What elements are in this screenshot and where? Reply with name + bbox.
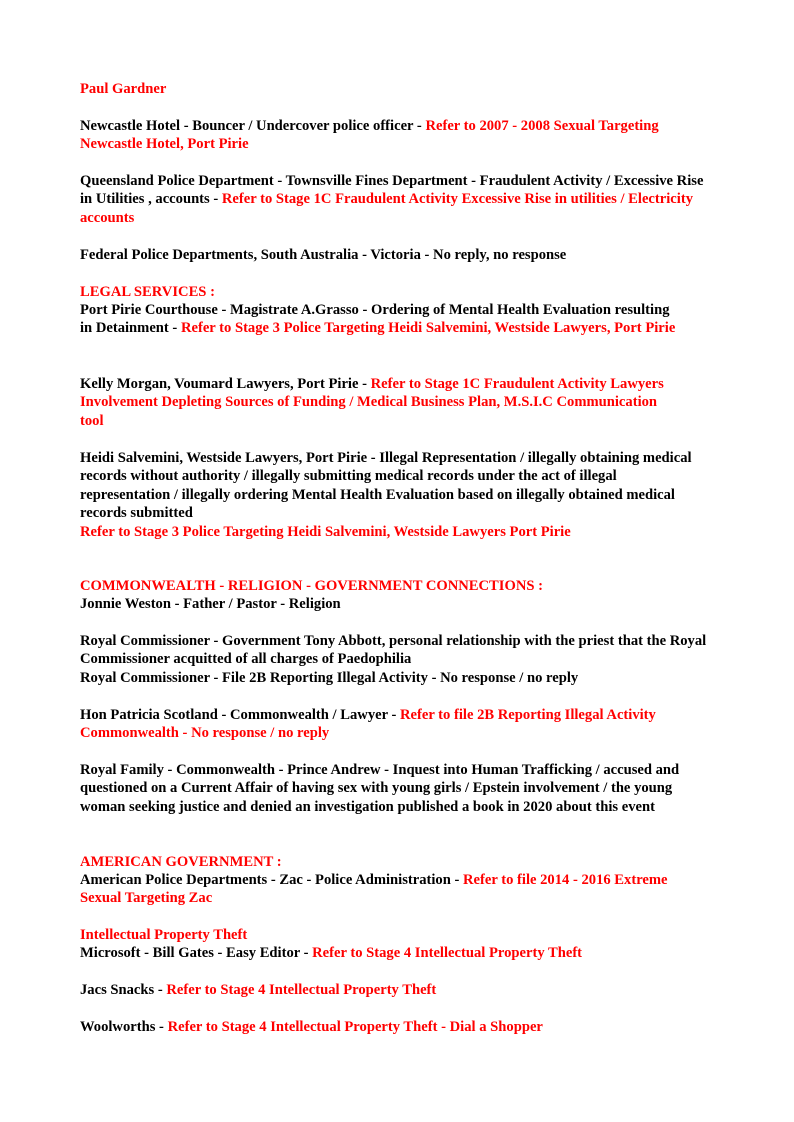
american-government-heading: AMERICAN GOVERNMENT : bbox=[80, 854, 282, 870]
american-police-entry bbox=[80, 871, 680, 908]
entry-text: Heidi Salvemini, Westside Lawyers, Port Pirie - Illegal Representation / illegally obtaining medical records without authority / illegally submitting medical records under the act of illegal representation / illegally ordering Mental Health Evaluation based on illegally obtained medical records submitted bbox=[80, 450, 692, 522]
entry-text: Woolworths - bbox=[80, 1019, 168, 1035]
legal-services-heading: LEGAL SERVICES : bbox=[80, 284, 215, 300]
entry-text: Newcastle Hotel - Bouncer / Undercover police officer - bbox=[80, 118, 426, 134]
entry-text: Port Pirie Courthouse - Magistrate A.Grasso - Ordering of Mental Health Evaluation resulting in Detainment - bbox=[80, 302, 670, 337]
entry-text: Kelly Morgan, Voumard Lawyers, Port Pirie - bbox=[80, 376, 371, 392]
entry-reference: Refer to 2007 - 2008 Sexual Targeting Newcastle Hotel, Port Pirie bbox=[80, 118, 659, 153]
royal-commissioner-entry: Royal Commissioner - Government Tony Abbott, personal relationship with the priest that the Royal Commissioner acquitted of all charges of Paedophilia bbox=[80, 633, 707, 668]
microsoft-entry bbox=[80, 944, 582, 962]
jonnie-weston-entry: Jonnie Weston - Father / Pastor - Religion bbox=[80, 596, 341, 612]
commonwealth-heading: COMMONWEALTH - RELIGION - GOVERNMENT CONNECTIONS : bbox=[80, 578, 543, 594]
royal-commissioner-file-entry: Royal Commissioner - File 2B Reporting Illegal Activity - No response / no reply bbox=[80, 670, 579, 686]
entry-reference: Refer to Stage 3 Police Targeting Heidi Salvemini, Westside Lawyers Port Pirie bbox=[80, 523, 571, 540]
heidi-salvemini-entry bbox=[80, 449, 710, 541]
woolworths-entry bbox=[80, 1018, 543, 1036]
entry-text: Hon Patricia Scotland - Commonwealth / Lawyer - bbox=[80, 707, 400, 723]
entry-reference: Refer to file 2014 - 2016 Extreme Sexual Targeting Zac bbox=[80, 872, 668, 907]
document-title: Paul Gardner bbox=[80, 81, 167, 97]
entry-reference: Refer to Stage 1C Fraudulent Activity Lawyers Involvement Depleting Sources of Funding / Medical Business Plan, M.S.I.C Communication tool bbox=[80, 376, 664, 429]
entry-text: Microsoft - Bill Gates - Easy Editor - bbox=[80, 945, 313, 961]
entry-reference: Refer to Stage 4 Intellectual Property Theft bbox=[312, 945, 583, 961]
entry-reference: Refer to Stage 4 Intellectual Property Theft bbox=[166, 982, 437, 998]
patricia-scotland-entry bbox=[80, 706, 680, 743]
entry-reference: Refer to Stage 1C Fraudulent Activity Excessive Rise in utilities / Electricity accounts bbox=[80, 191, 693, 226]
jacs-snacks-entry bbox=[80, 981, 436, 999]
queensland-police-entry bbox=[80, 172, 710, 227]
entry-text: Queensland Police Department - Townsville Fines Department - Fraudulent Activity / Excessive Rise in Utilities , accounts - bbox=[80, 173, 704, 208]
entry-text: Jacs Snacks - bbox=[80, 982, 167, 998]
entry-reference: Refer to file 2B Reporting Illegal Activity Commonwealth - No response / no reply bbox=[80, 707, 656, 742]
newcastle-hotel-entry bbox=[80, 117, 680, 154]
federal-police-entry: Federal Police Departments, South Australia - Victoria - No reply, no response bbox=[80, 247, 567, 263]
entry-reference: Refer to Stage 3 Police Targeting Heidi Salvemini, Westside Lawyers, Port Pirie bbox=[180, 320, 676, 337]
courthouse-entry bbox=[80, 301, 680, 338]
royal-family-entry: Royal Family - Commonwealth - Prince Andrew - Inquest into Human Trafficking / accused and questioned on a Current Affair of having sex with young girls / Epstein involvement / the young woman seeking justice and denied an investigation published a book in 2020 about this event bbox=[80, 762, 680, 815]
entry-reference: Refer to Stage 4 Intellectual Property Theft - Dial a Shopper bbox=[167, 1019, 543, 1035]
kelly-morgan-entry bbox=[80, 375, 680, 430]
ip-theft-heading: Intellectual Property Theft bbox=[80, 927, 248, 943]
entry-text: American Police Departments - Zac - Police Administration - bbox=[80, 872, 464, 888]
